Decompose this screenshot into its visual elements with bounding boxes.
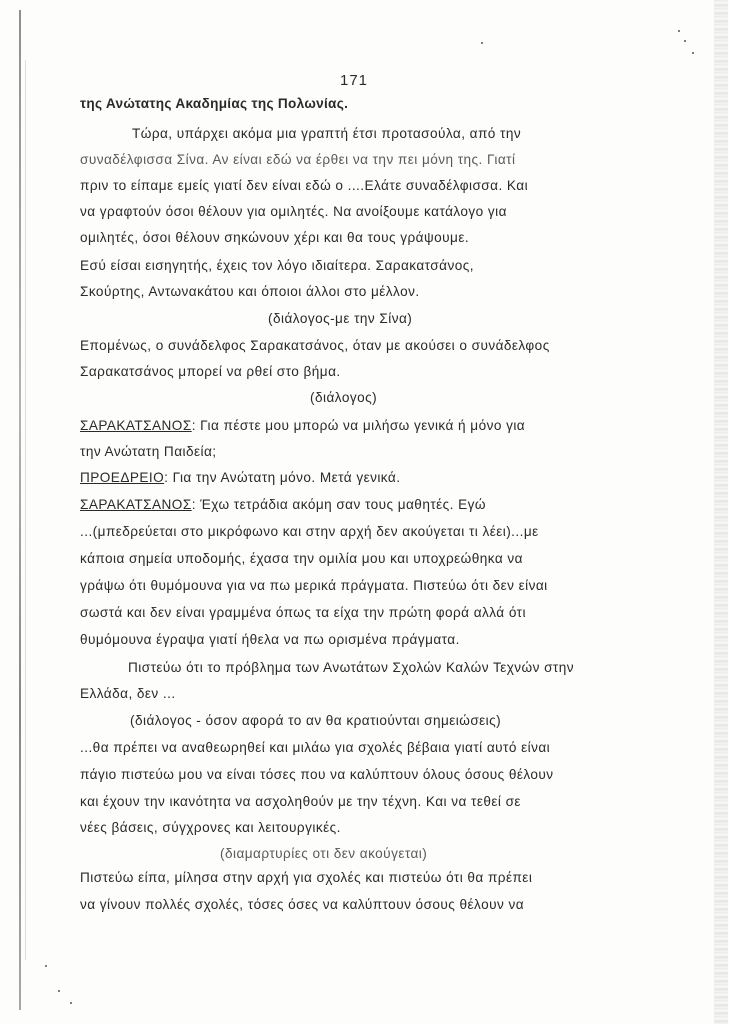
text-line: κάποια σημεία υποδομής, έχασα την ομιλία μου και υποχρεώθηκα να <box>80 551 523 566</box>
scan-speck <box>481 42 483 44</box>
scan-speck <box>678 30 680 32</box>
text-line: Σκούρτης, Αντωνακάτου και όποιοι άλλοι στο μέλλον. <box>80 284 420 299</box>
text-line: νέες βάσεις, σύγχρονες και λειτουργικές. <box>80 820 341 835</box>
stage-direction: (διάλογος-με την Σίνα) <box>268 311 413 326</box>
scan-speck <box>58 990 60 992</box>
text-line: ...θα πρέπει να αναθεωρηθεί και μιλάω για σχολές βέβαια γιατί αυτό είναι <box>80 740 551 755</box>
text-line: πάγιο πιστεύω μου να είναι τόσες που να καλύπτουν όλους όσους θέλουν <box>80 767 554 782</box>
speaker-text: : Για πέστε μου μπορώ να μιλήσω γενικά ή μόνο για <box>191 418 526 433</box>
text-line: σωστά και δεν είναι γραμμένα όπως τα είχα την πρώτη φορά αλλά ότι <box>80 605 526 620</box>
scan-right-edge <box>714 0 728 1024</box>
text-line: Σαρακατσάνος μπορεί να ρθεί στο βήμα. <box>80 364 341 379</box>
stage-direction: (διάλογος - όσον αφορά το αν θα κρατιούνται σημειώσεις) <box>130 713 502 728</box>
scan-left-edge <box>19 10 21 1010</box>
speaker-name: ΣΑΡΑΚΑΤΣΑΝΟΣ <box>80 497 192 512</box>
scan-speck <box>692 52 694 54</box>
text-line: γράψω ότι θυμόμουνα για να πω μερικά πράγματα. Πιστεύω ότι δεν είναι <box>80 578 548 593</box>
stage-direction: (διάλογος) <box>310 390 378 405</box>
scan-left-edge-faint <box>25 60 26 960</box>
text-line: Πιστεύω ότι το πρόβλημα των Ανωτάτων Σχολών Καλών Τεχνών στην <box>128 660 574 675</box>
page-number: 171 <box>340 72 369 89</box>
text-line: Επομένως, ο συνάδελφος Σαρακατσάνος, όταν με ακούσει ο συνάδελφος <box>80 338 550 353</box>
text-line: Ελλάδα, δεν ... <box>80 686 176 701</box>
text-line: Εσύ είσαι εισηγητής, έχεις τον λόγο ιδιαίτερα. Σαρακατσάνος, <box>80 258 474 273</box>
text-line: θυμόμουνα έγραψα γιατί ήθελα να πω ορισμένα πράγματα. <box>80 632 460 647</box>
speaker-line <box>80 497 486 512</box>
text-line: Πιστεύω είπα, μίλησα στην αρχή για σχολές και πιστεύω ότι θα πρέπει <box>80 870 533 885</box>
speaker-name: ΣΑΡΑΚΑΤΣΑΝΟΣ <box>80 418 192 433</box>
text-line: την Ανώτατη Παιδεία; <box>80 444 217 459</box>
text-line: να γραφτούν όσοι θέλουν για ομιλητές. Να ανοίξουμε κατάλογο για <box>80 204 507 219</box>
text-line: ομιλητές, όσοι θέλουν σηκώνουν χέρι και θα τους γράψουμε. <box>80 230 470 245</box>
speaker-name: ΠΡΟΕΔΡΕΙΟ <box>80 470 165 485</box>
text-line: της Ανώτατης Ακαδημίας της Πολωνίας. <box>80 96 349 111</box>
text-line: Τώρα, υπάρχει ακόμα μια γραπτή έτσι προτασούλα, από την <box>132 126 522 141</box>
text-line: πριν το είπαμε εμείς γιατί δεν είναι εδώ ο ....Ελάτε συναδέλφισσα. Και <box>80 178 529 193</box>
speaker-line <box>80 470 400 485</box>
scan-speck <box>70 1002 72 1004</box>
stage-direction: (διαμαρτυρίες οτι δεν ακούγεται) <box>220 846 428 861</box>
text-line: συναδέλφισσα Σίνα. Αν είναι εδώ να έρθει να την πει μόνη της. Γιατί <box>80 152 516 167</box>
speaker-line <box>80 418 525 433</box>
text-line: ...(μπεδρεύεται στο μικρόφωνο και στην αρχή δεν ακούγεται τι λέει)...με <box>80 524 539 539</box>
scan-speck <box>45 965 47 967</box>
text-line: και έχουν την ικανότητα να ασχοληθούν με την τέχνη. Και να τεθεί σε <box>80 794 521 809</box>
speaker-text: : Για την Ανώτατη μόνο. Μετά γενικά. <box>164 470 401 485</box>
scan-speck <box>684 40 686 42</box>
text-line: να γίνουν πολλές σχολές, τόσες όσες να καλύπτουν όσους θέλουν να <box>80 897 525 912</box>
speaker-text: : Έχω τετράδια ακόμη σαν τους μαθητές. Εγώ <box>191 497 486 512</box>
